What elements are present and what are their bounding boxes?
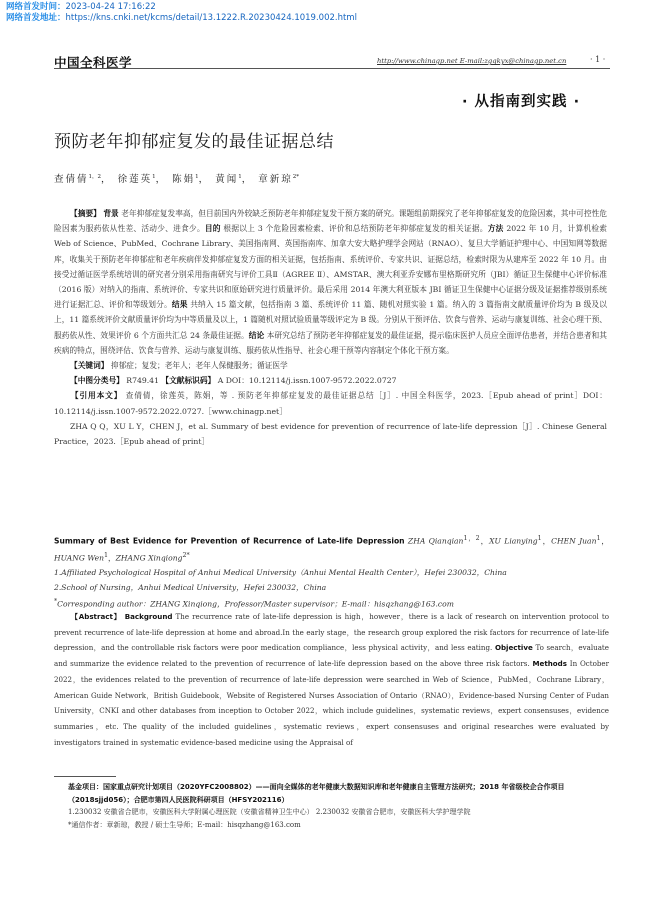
author-affil-mark: 1，2 (88, 173, 102, 180)
author-name: 黄闻 (215, 174, 239, 185)
english-affiliation-2: 2.School of Nursing，Anhui Medical University，Hefei 230032，China (54, 582, 327, 592)
doc-code-value: A (217, 376, 224, 386)
author-name: 章新琼 (258, 174, 293, 185)
author-name: 徐莲英 (117, 174, 153, 185)
corresponding-mark: * (54, 598, 58, 606)
corresponding-note: *通信作者：章新琼，教授 / 硕士生导师；E-mail：hisqzhang@163.com (68, 820, 301, 829)
english-background-label: Background (124, 612, 173, 621)
journal-url-link[interactable]: http://www.chinagp.net E-mail:zgqkyx@chinagp.net.cn (377, 57, 567, 65)
page-number: · 1 · (590, 55, 606, 64)
english-author: HUANG Wen (54, 553, 104, 563)
english-objective-text: To search，evaluate and summarize the evidence related to the prevention of recurrence of late-life depression based on the above three risk factors. (54, 643, 609, 669)
author-affil-mark: 2* (292, 173, 300, 180)
author-affil-mark: 1 (238, 173, 242, 180)
keywords-text: 抑郁症；复发；老年人；老年人保健服务；循证医学 (110, 361, 288, 371)
keywords-label: 【关键词】 (70, 361, 109, 371)
corresponding-author: Corresponding author：ZHANG Xinqiong，Professor/Master supervisor；E-mail：hisqzhang@163.com (57, 599, 454, 609)
funding-note (54, 781, 614, 806)
clc-label: 【中图分类号】 (70, 376, 124, 386)
english-objective-label: Objective (494, 643, 533, 653)
conclusion-text: 本研究总结了预防老年抑郁症复发的最佳证据，提示临床医护人员应全面评估患者，并结合患者和其疾病的特点，围绕评估、饮食与营养、运动与康复训练、服药依从性指导、社会心理干预等内容制定个体化干预方案。 (54, 330, 607, 355)
author-name: 查倩倩 (54, 174, 89, 185)
author-affil-mark: 1 (596, 535, 601, 542)
column-title: · 从指南到实践 · (462, 94, 581, 110)
footnote-divider (54, 776, 116, 777)
citation-cn: 查倩倩，徐莲英，陈娟，等 . 预防老年抑郁症复发的最佳证据总结［J］. 中国全科医学，2023.［Epub ahead of print］DOI：10.12114/j.issn.1007-9572.2022.0727.［www.chinagp.net］ (54, 391, 607, 416)
author-affil-mark: 1 (152, 173, 156, 180)
author-name: 陈娟 (172, 174, 196, 185)
doi: DOI：10.12114/j.issn.1007-9572.2022.0727 (225, 376, 397, 386)
citation-label: 【引用本文】 (70, 391, 123, 401)
english-abstract (54, 609, 609, 750)
results-label: 结果 (171, 300, 188, 310)
english-author: ZHANG Xinqiong (115, 553, 183, 563)
author-separator: ， (600, 536, 610, 546)
conclusion-label: 结论 (248, 330, 265, 340)
english-abstract-paragraph (54, 609, 609, 750)
author-affil-mark: 1 (195, 173, 199, 180)
objective-text: 根据以上 3 个危险因素检索、评价和总结预防老年抑郁症复发的相关证据。 (223, 224, 488, 234)
author-affil-mark: 1，2 (463, 535, 480, 542)
clc-value: R749.41 (126, 376, 159, 386)
background-label: 背景 (103, 209, 119, 218)
author-affil-mark: 1 (103, 552, 108, 560)
english-author: XU Lianying (489, 536, 538, 546)
methods-text: 2022 年 10 月，计算机检索 Web of Science、PubMed、Cochrane Library、美国指南网、英国指南库、加拿大安大略护理学会网站（RNAO）、复旦大学循证护理中心、中国知网等数据库，收集关于预防老年抑郁症和老年疾病伴发抑郁症复发方面的相关证据，包括指南、系统评价、专家共识、证据总结，检索时限为从建库至 2022 年 10 月。由接受过循证医学系统培训的研究者分别采用指南研究与评价工具Ⅱ（AGREE Ⅱ）、AMSTAR、澳大利亚乔安娜布里格斯研究所（JBI）循证卫生保健中心评价标准（2016 版）对纳入的指南、系统评价、专家共识和原始研究进行质量评价。最后采用 2014 年澳大利亚版本 JBI 循证卫生保健中心证据分级及证据推荐级别系统进行证据汇总、评价和等级划分。 (54, 224, 607, 310)
keywords-line (54, 358, 607, 373)
author-separator: ， (155, 174, 168, 185)
author-separator: ， (241, 174, 254, 185)
abstract-paragraph (54, 206, 607, 358)
english-title: Summary of Best Evidence for Prevention of Recurrence of Late-life Depression (54, 536, 405, 546)
objective-label: 目的 (204, 224, 221, 234)
journal-brand: 中国全科医学 (54, 55, 133, 70)
english-methods-label: Methods (532, 659, 567, 669)
citation-en: ZHA Q Q，XU L Y，CHEN J，et al. Summary of best evidence for prevention of recurrence of late-life depression［J］. Chinese General Practice，2023.［Epub ahead of print］ (54, 421, 607, 447)
first-online-url-link[interactable]: https://kns.cnki.net/kcms/detail/13.1222.R.20230424.1019.002.html (65, 13, 357, 23)
footnotes (54, 781, 614, 831)
english-title-line (54, 532, 609, 566)
classification-line (54, 373, 607, 388)
article-title: 预防老年抑郁症复发的最佳证据总结 (54, 132, 334, 152)
english-affiliation-1: 1.Affiliated Psychological Hospital of Anhui Medical University（Anhui Mental Health Center），Hefei 230032，China (54, 568, 507, 578)
author-affil-mark: 2* (182, 552, 190, 560)
english-header-block (54, 532, 609, 613)
author-list (54, 171, 299, 185)
results-text: 共纳入 15 篇文献，包括指南 3 篇、系统评价 11 篇、随机对照实验 1 篇。纳入的 3 篇指南文献质量评价均为 B 级及以上，11 篇系统评价文献质量评价均为中等质量及以上，1 篇随机对照试验质量等级评定为 B 级。分别从干预评估、饮食与营养、运动与康复训练、社会心理干预、服药依从性、效果评价 6 个方面共汇总 24 条最佳证据。 (54, 300, 607, 340)
funding-text: 国家重点研究计划项目（2020YFC2008802）——面向全媒体的老年健康大数据知识库和老年健康自主管理方法研究；2018 年省级校企合作项目（2018sjjd056）；合肥市第四人民医院科研项目（HFSY202116） (68, 783, 565, 804)
doc-code-label: 【文献标识码】 (161, 376, 216, 386)
funding-label: 基金项目： (68, 783, 103, 791)
author-separator: ， (101, 174, 113, 185)
citation-cn-line (54, 388, 607, 418)
citation-en-line (54, 419, 607, 449)
author-separator: ， (541, 536, 552, 546)
english-author: CHEN Juan (551, 536, 597, 546)
english-background-text: The recurrence rate of late-life depression is high，however，there is a lack of research on intervention protocol to prevent recurrence of late-life depression at home and abroad.In the early stage，the research group explored the risk factors for recurrence of late-life depression，and the controllable risk factors were poor medication compliance，less physical activity，and less eating. (54, 612, 609, 653)
author-separator: ， (198, 174, 211, 185)
english-methods-text: In October 2022，the evidences related to the prevention of recurrence of late-life depression were searched in Web of Science，PubMed，Cochrane Library，American Guide Network，British Guidebook，Website of Registered Nurses Association of Ontario（RNAO），Evidence-based Nursing Center of Fudan University，CNKI and other databases from inception to October 2022，which include guidelines，systematic reviews，expert consensuses，evidence summaries，etc. The quality of the included guidelines，systematic reviews，expert consensuses and original researches were evaluated by investigators trained in systematic evidence-based medicine using the Appraisal of (54, 659, 609, 747)
methods-label: 方法 (487, 224, 504, 234)
abstract-label: 【摘要】 (70, 209, 101, 218)
first-online-url (6, 13, 357, 24)
background-text: 老年抑郁症复发率高，但目前国内外较缺乏预防老年抑郁症复发干预方案的研究。课题组前期探究了老年抑郁症复发的危险因素，其中可控性危险因素为服药依从性差、活动少、进食少。 (54, 209, 607, 234)
first-online-label: 网络首发时间： (6, 2, 66, 12)
first-online-value: 2023-04-24 17:16:22 (65, 2, 156, 12)
first-online-url-label: 网络首发地址： (6, 13, 66, 23)
first-online-time (6, 2, 156, 13)
author-affil-mark: 1 (537, 535, 542, 542)
affiliation-note: 1.230032 安徽省合肥市，安徽医科大学附属心理医院（安徽省精神卫生中心） 2.230032 安徽省合肥市，安徽医科大学护理学院 (68, 808, 471, 817)
english-author: ZHA Qianqian (407, 536, 464, 546)
author-separator: ， (479, 536, 490, 546)
author-separator: ， (108, 553, 116, 563)
header-divider (54, 68, 610, 69)
english-abstract-label: 【Abstract】 (70, 612, 122, 621)
chinese-abstract (54, 206, 607, 449)
